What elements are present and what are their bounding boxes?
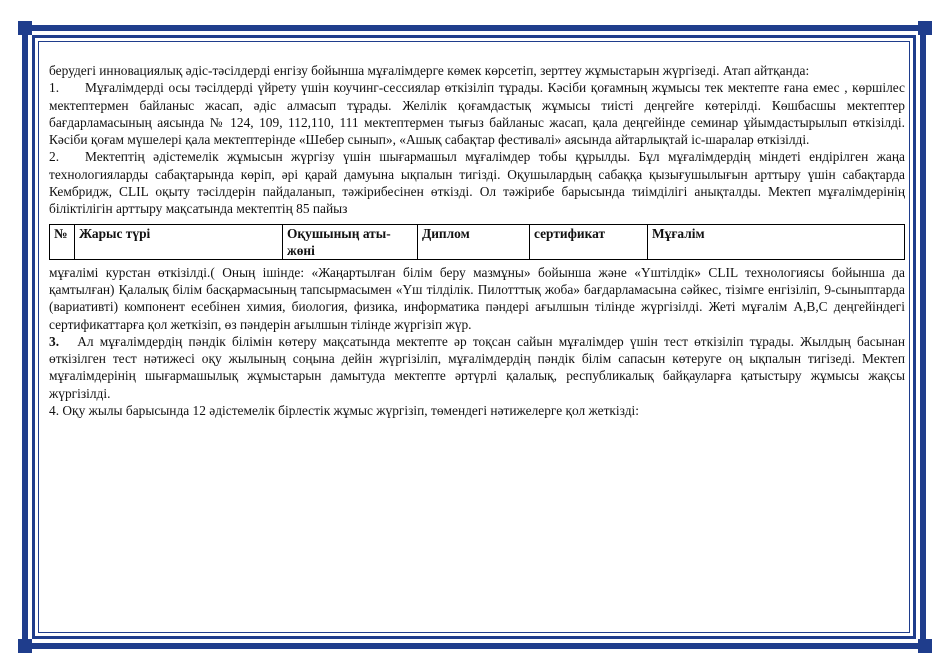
list-item-4: 4. Оқу жылы барысында 12 әдістемелік бірлестік жұмыс жүргізіп, төмендегі нәтижелерге қол жеткізді: bbox=[49, 403, 639, 419]
header-diploma: Диплом bbox=[418, 224, 530, 259]
list-item-text: Мұғалімдерді осы тәсілдерді үйрету үшін коучинг-сессиялар өткізіліп тұрады. Кәсіби қоғамның жұмысы тек мектепте ғана емес , көршілес мектептермен байланыс жасап, әдіс алмасып тұрады. Желілік қоғамдастық жұмысы тиісті деңгейге көтерілді. Көшбасшы мектептер бағдарламасының аясында № 124, 109, 112,110, 111 мектептермен тығыз байланыс жасап, қала деңгейінде семинар ұйымдастырылып өткізілді. Кәсіби қоғам мүшелері қала мектептерінде «Шебер сынып», «Ашық сабақтар фестивалі» аясында айтарлықтай іс-шаралар өткізілді. bbox=[49, 80, 905, 148]
list-number: 3. bbox=[49, 333, 60, 349]
list-item-text: Мектептің әдістемелік жұмысын жүргізу үшін шығармашыл мұғалімдер тобы құрылды. Бұл мұғалімдердің міндеті ендірілген жаңа технологияларды сабақтарында көріп, әрі қарай дамуына ықпалын тигізді. Оқушылардың сабаққа қызығушылығын арттыру үшін сабақтарда Кембридж, CLIL оқыту тәсілдерін пайдаланып, тәжірибесінен өткізді. Ол тәжірибе барысында тиімділігі анықталды. Мектеп мұғалімдерінің біліктілігін арттыру мақсатында мектептің 85 пайыз bbox=[49, 149, 905, 217]
continuation-paragraph: мұғалімі курстан өткізілді.( Оның ішінде: «Жаңартылған білім беру мазмұны» бойынша және «Үштілдік» CLIL технологиясы бойынша да қамтылған) Қалалық білім басқармасының тапсырмасымен «Үш тілділік. Пилотттық жоба» бағдарламасына сәйкес, тізімге енгізіліп, 9-сыныптарда (вариативті) компонент есебінен химия, биология, физика, информатика пәндері ағылшын тілінде жүргізілді. Жеті мұғалім А,В,С деңгейіндегі сертификаттарға қол жеткізіп, өз пәндерін ағылшын тілінде жүргізіп жүр. bbox=[49, 264, 905, 332]
list-number: 1. bbox=[49, 80, 60, 96]
list-item-text: Ал мұғалімдердің пәндік білімін көтеру мақсатында мектепте әр тоқсан сайын мұғалімдер үшін тест өткізіліп тұрады. Жылдың басынан өткізілген тест нәтижесі оқу жылының соңына дейін жүргізіліп, мұғалімдердің пәндік білім сапасын көтеруге оң ықпалын тигізеді. Мектеп мұғалімдерінің шығармашылық жұмыстарын дамытуда мектепте әртүрлі қалалық, республикалық байқауларға қатыстыру жұмысы жақсы жүргізілді. bbox=[49, 333, 905, 401]
awards-table bbox=[49, 224, 905, 260]
header-certificate: сертификат bbox=[530, 224, 648, 259]
list-item-1 bbox=[49, 79, 905, 148]
frame-corner-ornament bbox=[918, 21, 932, 35]
list-item-3 bbox=[49, 333, 905, 402]
header-student-name: Оқушының аты-жөні bbox=[283, 224, 418, 259]
table-header-row bbox=[50, 224, 905, 259]
frame-corner-ornament bbox=[18, 639, 32, 653]
document-body bbox=[49, 62, 905, 419]
intro-paragraph: берудегі инновациялық әдіс-тәсілдерді енгізу бойынша мұғалімдерге көмек көрсетіп, зерттеу жұмыстарын жүргізеді. Атап айтқанда: bbox=[49, 63, 810, 78]
header-competition-type: Жарыс түрі bbox=[75, 224, 283, 259]
frame-corner-ornament bbox=[18, 21, 32, 35]
list-number: 2. bbox=[49, 149, 60, 165]
frame-corner-ornament bbox=[918, 639, 932, 653]
header-teacher: Мұғалім bbox=[648, 224, 905, 259]
list-item-2 bbox=[49, 148, 905, 217]
header-number: № bbox=[50, 224, 75, 259]
